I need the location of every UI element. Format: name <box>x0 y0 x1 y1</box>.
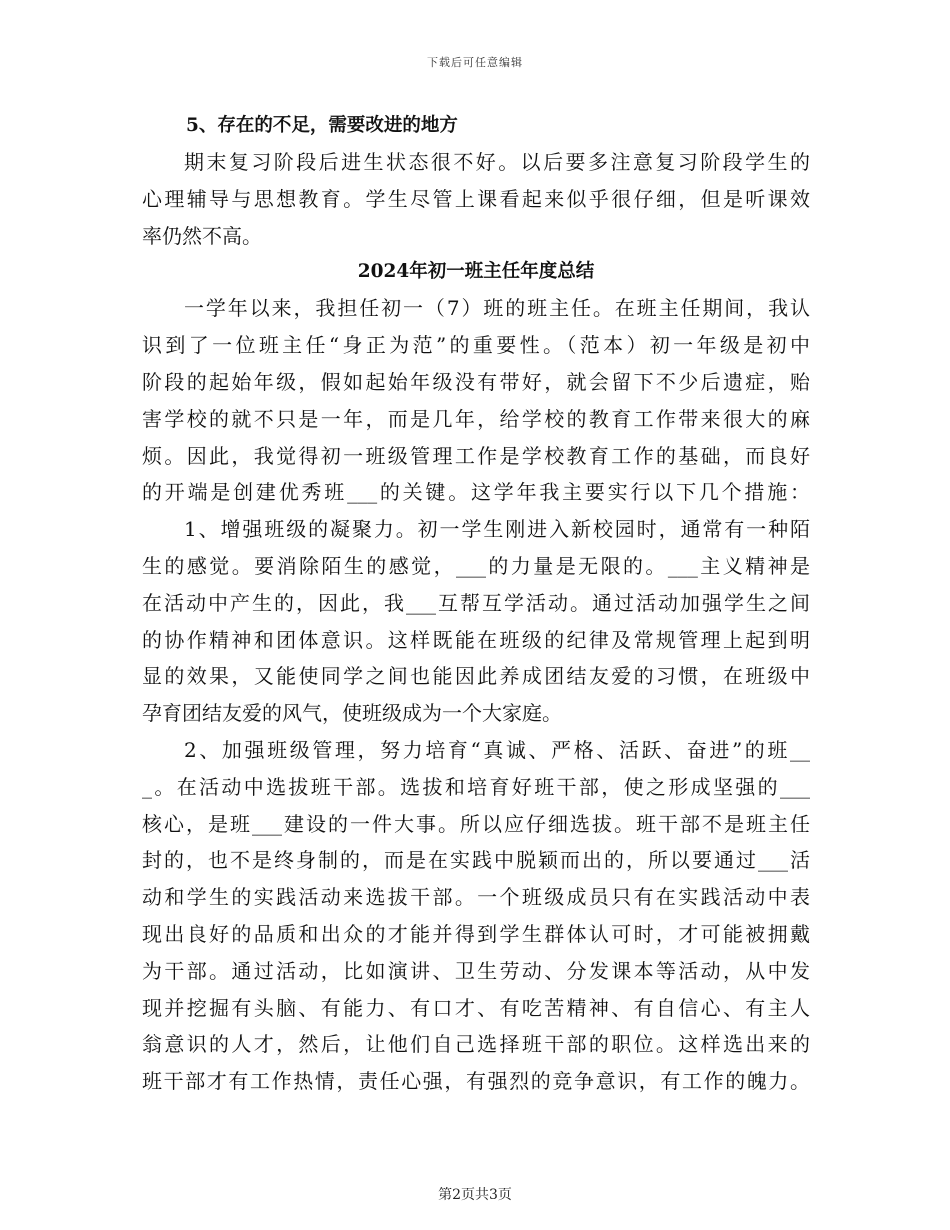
page-number: 第2页共3页 <box>438 1187 512 1203</box>
paragraph-line: 的协作精神和团体意识。这样既能在班级的纪律及常规管理上起到明 <box>142 627 810 652</box>
paragraph-line: 一学年以来，我担任初一（7）班的班主任。在班主任期间，我认 <box>184 296 810 321</box>
paragraph-line: 封的，也不是终身制的，而是在实践中脱颖而出的，所以要通过___活 <box>142 848 810 873</box>
document-body <box>142 108 810 1100</box>
paragraph-line: 班干部才有工作热情，责任心强，有强烈的竞争意识，有工作的魄力。 <box>142 1069 810 1094</box>
paragraph-line: 生的感觉。要消除陌生的感觉，___的力量是无限的。___主义精神是 <box>142 553 810 578</box>
paragraph-line: 1、增强班级的凝聚力。初一学生刚进入新校园时，通常有一种陌 <box>184 517 810 542</box>
document-title: 2024年初一班主任年度总结 <box>357 261 595 283</box>
paragraph-line: 2、加强班级管理，努力培育“真诚、严格、活跃、奋进”的班__ <box>184 737 810 762</box>
body-paragraph-3 <box>142 732 810 1100</box>
paragraph-line: _。在活动中选拔班干部。选拔和培育好班干部，使之形成坚强的___ <box>142 774 810 799</box>
paragraph-line: 期末复习阶段后进生状态很不好。以后要多注意复习阶段学生的 <box>184 150 810 174</box>
paragraph-line: 的开端是创建优秀班___的关键。这学年我主要实行以下几个措施： <box>142 480 810 505</box>
paragraph-line: 核心，是班___建设的一件大事。所以应仔细选拔。班干部不是班主任 <box>142 811 810 836</box>
paragraph-line: 为干部。通过活动，比如演讲、卫生劳动、分发课本等活动，从中发 <box>142 958 810 983</box>
section-heading: 5、存在的不足，需要改进的地方 <box>186 115 458 136</box>
body-paragraph-1 <box>142 290 810 511</box>
paragraph-line: 显的效果，又能使同学之间也能因此养成团结友爱的习惯，在班级中 <box>142 664 810 689</box>
paragraph-line: 动和学生的实践活动来选拔干部。一个班级成员只有在实践活动中表 <box>142 885 810 910</box>
paragraph-line: 害学校的就不只是一年，而是几年，给学校的教育工作带来很大的麻 <box>142 406 810 431</box>
paragraph-line: 识到了一位班主任“身正为范”的重要性。（范本）初一年级是初中 <box>142 333 810 358</box>
paragraph-line: 率仍然不高。 <box>142 223 262 248</box>
paragraph-line: 孕育团结友爱的风气，使班级成为一个大家庭。 <box>142 701 562 726</box>
paragraph-line: 现并挖掘有头脑、有能力、有口才、有吃苦精神、有自信心、有主人 <box>142 995 810 1020</box>
paragraph-line: 现出良好的品质和出众的才能并得到学生群体认可时，才可能被拥戴 <box>142 921 810 946</box>
paragraph-line: 翁意识的人才，然后，让他们自己选择班干部的职位。这样选出来的 <box>142 1032 810 1057</box>
page-header: 下载后可任意编辑 <box>427 56 523 69</box>
section-paragraph <box>142 144 810 254</box>
paragraph-line: 烦。因此，我觉得初一班级管理工作是学校教育工作的基础，而良好 <box>142 443 810 468</box>
paragraph-line: 心理辅导与思想教育。学生尽管上课看起来似乎很仔细，但是听课效 <box>142 186 810 211</box>
paragraph-line: 阶段的起始年级，假如起始年级没有带好，就会留下不少后遗症，贻 <box>142 369 810 394</box>
body-paragraph-2 <box>142 511 810 732</box>
paragraph-line: 在活动中产生的，因此，我___互帮互学活动。通过活动加强学生之间 <box>142 590 810 615</box>
